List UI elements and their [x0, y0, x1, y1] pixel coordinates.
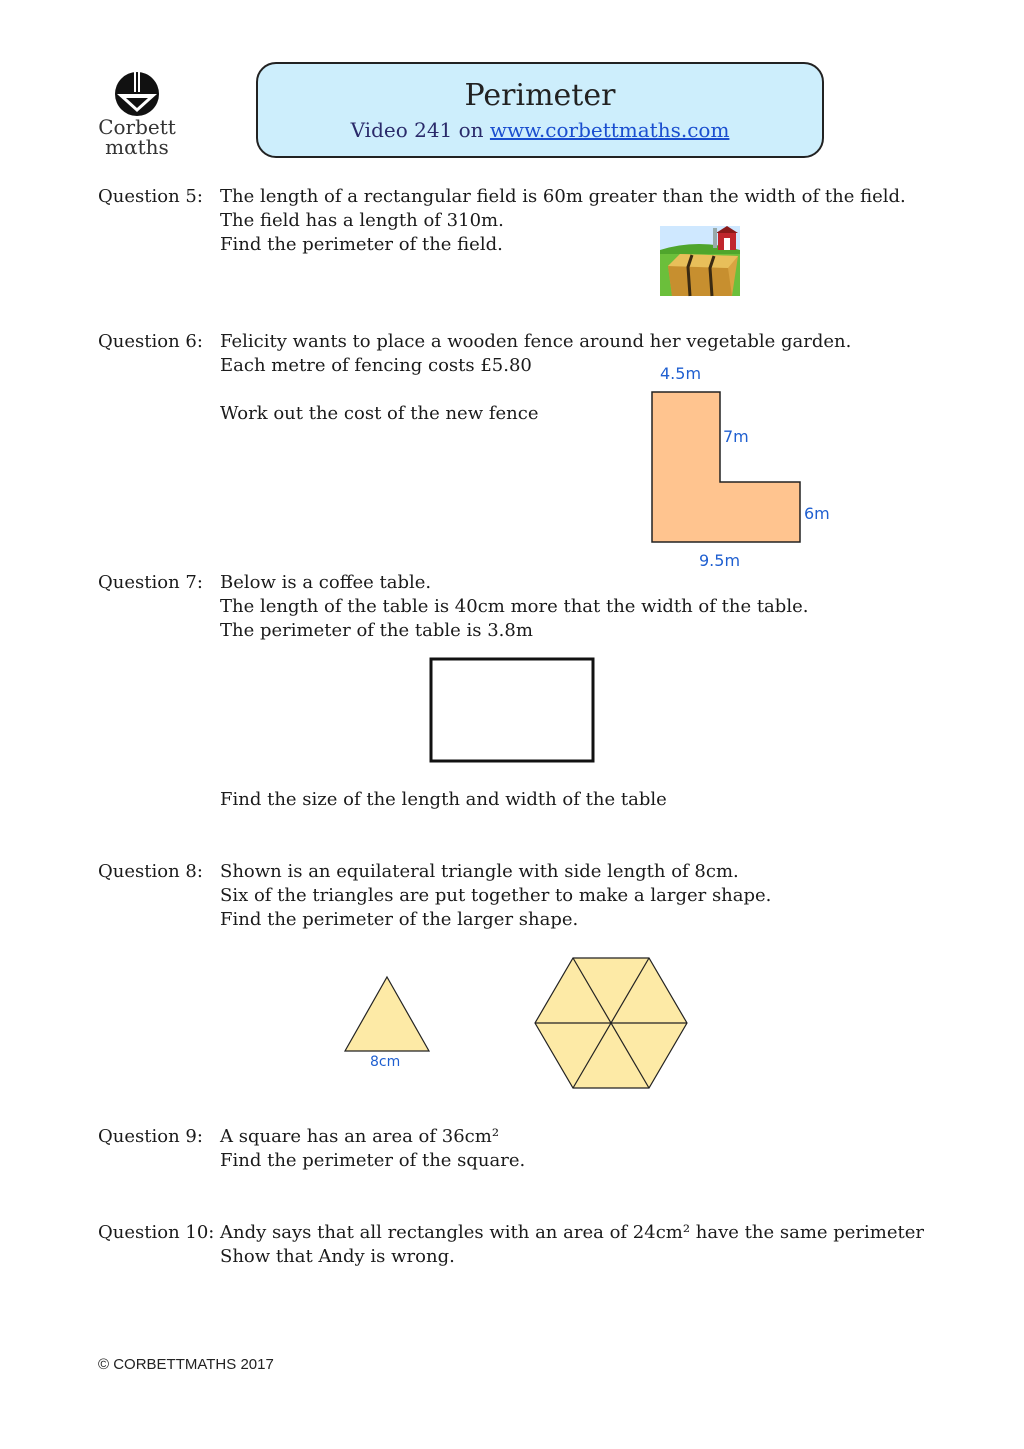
logo-word-corbett: Corbett [98, 115, 176, 139]
l-shape-garden-diagram [648, 390, 804, 548]
question-7-line: The length of the table is 40cm more that the width of the table. [220, 596, 809, 617]
question-7-instruction: Find the size of the length and width of the table [220, 789, 667, 810]
subtitle-text: Video 241 on [350, 118, 490, 142]
question-5-line: The field has a length of 310m. [220, 210, 504, 231]
l-shape-bottom-label: 9.5m [699, 551, 741, 570]
question-9-label: Question 9: [98, 1126, 203, 1147]
copyright-footer: © CORBETTMATHS 2017 [98, 1356, 274, 1373]
website-link[interactable]: www.corbettmaths.com [489, 118, 730, 142]
hay-bale-farm-image [658, 224, 742, 298]
l-shape-right-label: 6m [804, 504, 830, 523]
page-title: Perimeter [464, 78, 616, 113]
question-6-line: Each metre of fencing costs £5.80 [220, 355, 532, 376]
question-9-line: Find the perimeter of the square. [220, 1150, 526, 1171]
logo-icon [82, 66, 192, 116]
coffee-table-rectangle [428, 656, 596, 764]
question-9-line: A square has an area of 36cm² [220, 1126, 500, 1147]
page-subtitle [258, 118, 822, 142]
question-7-label: Question 7: [98, 572, 203, 593]
hexagon-diagram [532, 954, 690, 1092]
l-shape-inner-label: 7m [723, 427, 749, 446]
corbettmaths-logo [82, 66, 192, 162]
question-5-line: The length of a rectangular field is 60m greater than the width of the field. [220, 186, 906, 207]
triangle-side-label: 8cm [370, 1054, 401, 1070]
question-6-label: Question 6: [98, 331, 203, 352]
header-banner [256, 62, 824, 158]
question-7-line: Below is a coffee table. [220, 572, 432, 593]
question-8-line: Shown is an equilateral triangle with side length of 8cm. [220, 861, 739, 882]
question-8-label: Question 8: [98, 861, 203, 882]
l-shape-polygon [652, 392, 800, 542]
question-10-line: Show that Andy is wrong. [220, 1246, 455, 1267]
equilateral-triangle-diagram [340, 974, 434, 1054]
question-7-line: The perimeter of the table is 3.8m [220, 620, 533, 641]
question-8-line: Six of the triangles are put together to make a larger shape. [220, 885, 772, 906]
question-8-line: Find the perimeter of the larger shape. [220, 909, 579, 930]
question-10-label: Question 10: [98, 1222, 215, 1243]
question-6-line: Work out the cost of the new fence [220, 403, 539, 424]
logo-word-maths: mαths [105, 135, 169, 159]
question-10-line: Andy says that all rectangles with an area of 24cm² have the same perimeter [220, 1222, 925, 1243]
question-6-line: Felicity wants to place a wooden fence around her vegetable garden. [220, 331, 852, 352]
l-shape-top-label: 4.5m [660, 364, 702, 383]
question-5-line: Find the perimeter of the field. [220, 234, 503, 255]
question-5-label: Question 5: [98, 186, 203, 207]
